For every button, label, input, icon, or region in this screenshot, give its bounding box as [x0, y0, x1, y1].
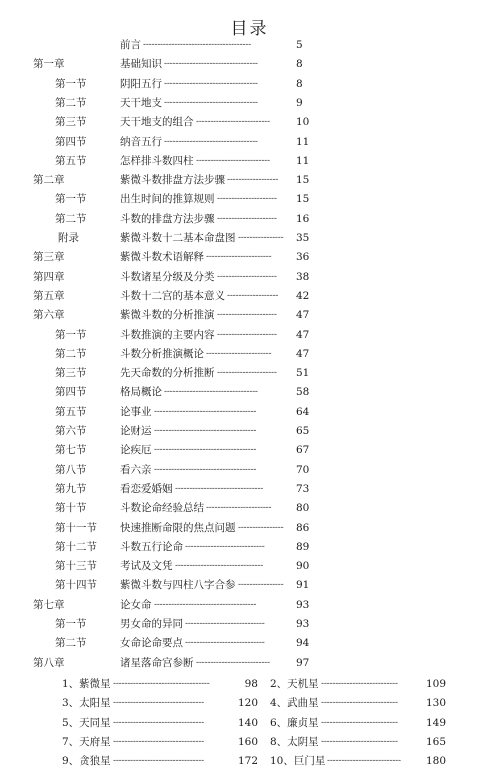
- toc-entry-label: 第五节: [55, 154, 87, 167]
- toc-entry-page: 15: [296, 174, 310, 187]
- dot-leader: ----------------------------------: [113, 678, 210, 689]
- star-entry: [62, 733, 258, 751]
- toc-entry-page: 73: [296, 482, 310, 495]
- star-entry-title: 9、贪狼星: [62, 755, 111, 768]
- star-entry: [62, 694, 258, 712]
- dot-leader: ------------------: [227, 175, 279, 186]
- toc-entry-page: 67: [296, 444, 310, 457]
- toc-entry: [0, 461, 499, 479]
- toc-entry: [0, 152, 499, 170]
- star-entry-page: 149: [425, 716, 446, 729]
- toc-entry: [0, 499, 499, 517]
- star-entry: [270, 733, 446, 751]
- star-entry-title: 5、天同星: [62, 716, 111, 729]
- dot-leader: ----------------------------: [185, 619, 265, 629]
- toc-entry-title: 斗数论命经验总结: [120, 502, 204, 515]
- toc-entry-title: 考试及文凭: [120, 560, 173, 573]
- toc-entry: [0, 36, 499, 54]
- toc-entry: [0, 94, 499, 112]
- dot-leader: --------------------------: [327, 756, 401, 767]
- star-entry-page: 165: [425, 735, 446, 748]
- toc-entry-title: 天干地支的组合: [120, 116, 194, 129]
- toc-entry-label: 第八节: [55, 463, 87, 476]
- dot-leader: ----------------------------: [185, 638, 265, 649]
- toc-entry: [0, 519, 499, 537]
- toc-entry-title: 怎样排斗数四柱: [120, 154, 194, 167]
- toc-entry-label: 第五节: [55, 405, 87, 418]
- toc-entry-label: 第一章: [33, 58, 65, 71]
- toc-entry-title: 斗数五行论命: [120, 540, 183, 553]
- star-entry-page: 120: [237, 697, 258, 710]
- toc-entry-label: 第二节: [55, 212, 87, 225]
- dot-leader: -----------------------: [206, 348, 272, 359]
- toc-entry-label: 第九节: [55, 482, 87, 495]
- toc-entry-page: 8: [296, 77, 303, 90]
- toc-entry-page: 93: [296, 618, 310, 630]
- dot-leader: ------------------------------------: [154, 426, 257, 436]
- dot-leader: ---------------------: [217, 213, 277, 224]
- toc-entry-label: 第三节: [55, 367, 87, 380]
- star-entry-title: 8、太阴星: [270, 735, 319, 748]
- toc-entry-label: 第二章: [33, 174, 65, 187]
- toc-entry-label: 第七章: [33, 598, 65, 611]
- toc-entry-title: 紫微斗数排盘方法步骤: [120, 174, 225, 187]
- dot-leader: ---------------------: [217, 329, 277, 340]
- toc-entry: [0, 287, 499, 305]
- toc-entry-title: 论疾厄: [120, 444, 152, 457]
- toc-entry-page: 94: [296, 637, 310, 650]
- toc-entry: [0, 133, 499, 151]
- dot-leader: -----------------------: [206, 503, 272, 514]
- toc-entry-page: 5: [296, 39, 303, 51]
- toc-entry-title: 斗数分析推演概论: [120, 347, 204, 360]
- toc-entry-title: 斗数诸星分级及分类: [120, 270, 215, 283]
- dot-leader: ---------------------------------: [164, 78, 258, 89]
- dot-leader: --------------------------------: [113, 717, 204, 728]
- toc-entry-page: 47: [296, 309, 310, 322]
- toc-entry: [0, 190, 499, 208]
- dot-leader: ----------------: [238, 580, 284, 591]
- star-entry-page: 140: [237, 716, 258, 729]
- dot-leader: --------------------------: [196, 117, 270, 128]
- toc-entry-page: 16: [296, 212, 310, 225]
- star-entry-page: 180: [425, 755, 446, 768]
- toc-entry-title: 斗数十二宫的基本意义: [120, 289, 225, 302]
- toc-entry-title: 前言: [120, 39, 141, 51]
- toc-entry-page: 47: [296, 328, 310, 341]
- toc-entry: [0, 113, 499, 131]
- toc-entry-label: 第十节: [55, 502, 87, 515]
- toc-entry-page: 89: [296, 540, 310, 553]
- toc-entry: [0, 55, 499, 73]
- toc-entry-page: 93: [296, 598, 310, 611]
- dot-leader: --------------------------: [196, 155, 270, 166]
- star-entry-title: 7、天府星: [62, 735, 111, 748]
- toc-entry: [0, 383, 499, 401]
- toc-entry-page: 8: [296, 58, 303, 71]
- toc-entry-title: 斗数推演的主要内容: [120, 328, 215, 341]
- toc-entry-page: 15: [296, 193, 310, 206]
- toc-entry-page: 9: [296, 96, 303, 109]
- toc-entry-page: 42: [296, 289, 310, 302]
- star-entry: [62, 714, 258, 732]
- toc-entry-title: 出生时间的推算规则: [120, 193, 215, 206]
- toc-entry: [0, 403, 499, 421]
- dot-leader: ------------------------------------: [154, 445, 257, 456]
- toc-entry-label: 第六章: [33, 309, 65, 322]
- toc-entry-title: 看恋爱婚姻: [120, 482, 173, 495]
- toc-entry: [0, 268, 499, 286]
- toc-entry-page: 36: [296, 251, 310, 264]
- toc-entry-label: 第一节: [55, 77, 87, 90]
- toc-entry-title: 格局概论: [120, 386, 162, 399]
- toc-entry: [0, 654, 499, 672]
- toc-entry: [0, 364, 499, 382]
- toc-entry-label: 第二节: [55, 96, 87, 109]
- toc-entry-page: 38: [296, 270, 310, 283]
- toc-entry-title: 紫微斗数的分析推演: [120, 309, 215, 322]
- toc-entry-page: 90: [296, 560, 310, 573]
- toc-entry: [0, 326, 499, 344]
- toc-entry-label: 第三章: [33, 251, 65, 264]
- toc-entry-title: 先天命数的分析推断: [120, 367, 215, 380]
- dot-leader: --------------------------------------: [143, 40, 251, 50]
- toc-entry-page: 70: [296, 463, 310, 476]
- dot-leader: ----------------: [238, 522, 284, 533]
- toc-entry: [0, 345, 499, 363]
- dot-leader: ---------------------------------: [164, 387, 258, 398]
- toc-entry: [0, 422, 499, 440]
- toc-entry: [0, 596, 499, 614]
- toc-entry-label: 第八章: [33, 656, 65, 669]
- dot-leader: ---------------------------------: [164, 136, 258, 147]
- toc-entry: [0, 248, 499, 266]
- toc-entry-label: 第一节: [55, 328, 87, 341]
- toc-entry-title: 快速推断命限的焦点问题: [120, 521, 236, 534]
- toc-entry-label: 第七节: [55, 444, 87, 457]
- star-entry-page: 160: [237, 735, 258, 748]
- toc-entry-title: 基础知识: [120, 58, 162, 71]
- dot-leader: ---------------------------: [321, 678, 398, 689]
- star-entry-title: 2、天机星: [270, 677, 319, 690]
- toc-entry-label: 第十二节: [55, 540, 97, 553]
- toc-entry-title: 论财运: [120, 425, 152, 437]
- star-entry-title: 4、武曲星: [270, 697, 319, 710]
- toc-entry: [0, 615, 499, 633]
- dot-leader: ---------------------------: [321, 698, 398, 709]
- toc-entry-title: 斗数的排盘方法步骤: [120, 212, 215, 225]
- dot-leader: ------------------: [227, 290, 279, 301]
- dot-leader: ------------------------------------: [154, 406, 257, 417]
- toc-entry-label: 第一节: [55, 193, 87, 206]
- dot-leader: ---------------------------------: [164, 59, 258, 70]
- dot-leader: ---------------------: [217, 368, 277, 379]
- dot-leader: -----------------------: [206, 252, 272, 263]
- toc-entry-label: 第六节: [55, 425, 87, 437]
- dot-leader: ----------------------------: [185, 541, 265, 552]
- toc-entry-label: 第二节: [55, 347, 87, 360]
- toc-entry: [0, 229, 499, 247]
- toc-entry-title: 阴阳五行: [120, 77, 162, 90]
- dot-leader: ---------------------: [217, 194, 277, 205]
- toc-entry-page: 11: [296, 154, 310, 167]
- toc-entry-label: 第一节: [55, 618, 87, 630]
- dot-leader: ---------------------------: [321, 717, 398, 728]
- dot-leader: ---------------------: [217, 271, 277, 282]
- dot-leader: --------------------------------: [113, 698, 204, 709]
- star-entry: [270, 694, 446, 712]
- dot-leader: -------------------------------: [175, 561, 264, 572]
- toc-entry: [0, 75, 499, 93]
- dot-leader: ----------------: [238, 233, 284, 243]
- toc-entry-label: 第四节: [55, 386, 87, 399]
- dot-leader: --------------------------------: [113, 736, 204, 747]
- dot-leader: -------------------------------: [175, 483, 264, 494]
- toc-entry-page: 10: [296, 116, 310, 129]
- star-entry-title: 10、巨门星: [270, 755, 326, 768]
- toc-entry-page: 11: [296, 135, 310, 148]
- toc-entry-title: 女命论命要点: [120, 637, 183, 650]
- star-entry-page: 109: [425, 677, 446, 690]
- toc-entry-page: 65: [296, 425, 310, 437]
- toc-entry-title: 紫微斗数十二基本命盘图: [120, 232, 236, 244]
- star-entry: [270, 714, 446, 732]
- toc-entry-label: 第二节: [55, 637, 87, 650]
- toc-entry-page: 91: [296, 579, 310, 592]
- toc-entry: [0, 538, 499, 556]
- toc-entry-title: 论事业: [120, 405, 152, 418]
- toc-entry-title: 纳音五行: [120, 135, 162, 148]
- star-entry-title: 3、太阳星: [62, 697, 111, 710]
- dot-leader: ------------------------------------: [154, 599, 257, 610]
- toc-entry-page: 86: [296, 521, 310, 534]
- toc-entry: [0, 576, 499, 594]
- toc-entry-label: 第三节: [55, 116, 87, 129]
- toc-entry-title: 男女命的异同: [120, 618, 183, 630]
- toc-entry: [0, 557, 499, 575]
- toc-entry-title: 诸星落命宫参断: [120, 656, 194, 669]
- toc-entry-label: 第十三节: [55, 560, 97, 573]
- toc-entry: [0, 171, 499, 189]
- toc-entry-page: 47: [296, 347, 310, 360]
- star-entry-page: 172: [237, 755, 258, 768]
- star-entry: [270, 752, 446, 770]
- star-entry-title: 1、紫微星: [62, 677, 111, 690]
- toc-entry-label: 第五章: [33, 289, 65, 302]
- toc-title: 目录: [230, 19, 269, 39]
- dot-leader: ---------------------------------: [164, 97, 258, 108]
- dot-leader: ---------------------: [217, 310, 277, 321]
- toc-entry-title: 看六亲: [120, 463, 152, 476]
- toc-entry-title: 紫微斗数术语解释: [120, 251, 204, 264]
- toc-entry: [0, 210, 499, 228]
- toc-entry-page: 97: [296, 656, 310, 669]
- star-entry-page: 130: [425, 697, 446, 710]
- toc-entry-page: 64: [296, 405, 310, 418]
- star-entry-page: 98: [244, 677, 258, 690]
- toc-entry: [0, 634, 499, 652]
- toc-entry-label: 附录: [58, 232, 79, 244]
- toc-entry-page: 58: [296, 386, 310, 399]
- toc-entry-label: 第四章: [33, 270, 65, 283]
- toc-entry: [0, 480, 499, 498]
- toc-entry: [0, 306, 499, 324]
- dot-leader: ------------------------------------: [154, 464, 257, 475]
- dot-leader: --------------------------------: [113, 756, 204, 767]
- dot-leader: --------------------------: [196, 657, 270, 668]
- toc-entry-page: 80: [296, 502, 310, 515]
- star-entry: [62, 752, 258, 770]
- toc-entry-label: 第四节: [55, 135, 87, 148]
- star-entry: [62, 675, 258, 693]
- toc-entry-label: 第十四节: [55, 579, 97, 592]
- toc-entry-page: 35: [296, 232, 310, 244]
- toc-entry-title: 天干地支: [120, 96, 162, 109]
- star-entry-title: 6、廉贞星: [270, 716, 319, 729]
- toc-entry-title: 紫微斗数与四柱八字合参: [120, 579, 236, 592]
- toc-entry-title: 论女命: [120, 598, 152, 611]
- star-entry: [270, 675, 446, 693]
- toc-entry-page: 51: [296, 367, 310, 380]
- toc-entry-label: 第十一节: [55, 521, 97, 534]
- dot-leader: ---------------------------: [321, 736, 398, 747]
- toc-entry: [0, 441, 499, 459]
